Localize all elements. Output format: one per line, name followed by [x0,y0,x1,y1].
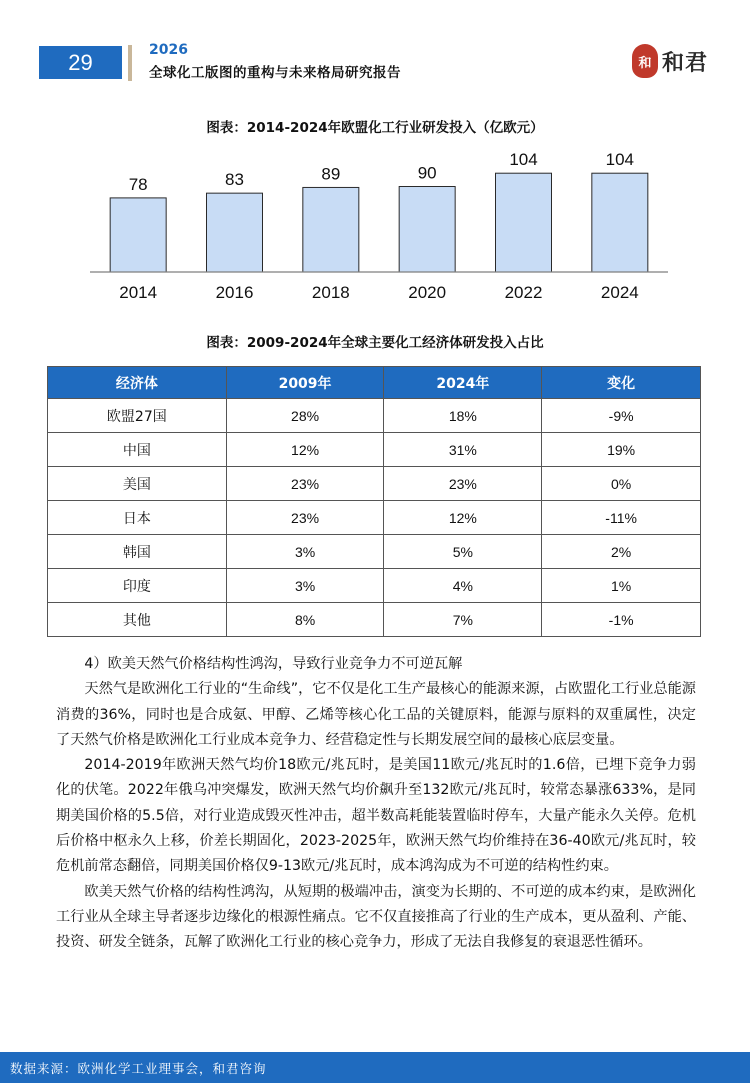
table-header-cell: 变化 [542,367,701,399]
logo-text: 和君 [662,49,709,76]
chart-data-label: 104 [605,150,635,170]
paragraph: 天然气是欧洲化工行业的“生命线”，它不仅是化工生产最核心的能源来源，占欧盟化工行业总能源消费的36%，同时也是合成氨、甲醇、乙烯等核心化工品的关键原料，能源与原料的双重属性，决定了天然气价格是欧洲化工行业成本竞争力、经营稳定性与长期发展空间的最核心底层变量。 [56,681,696,748]
body-text [56,652,696,956]
table-cell: 5% [384,535,542,569]
report-year: 2026 [149,42,188,58]
table-cell: 12% [226,433,384,467]
table-header-cell: 2024年 [384,367,542,399]
table-cell: 3% [226,569,384,603]
source-footer: 数据来源：欧洲化学工业理事会，和君咨询 [0,1052,750,1083]
table-cell: 12% [384,501,542,535]
chart-bar [592,173,648,272]
chart-data-label: 89 [321,164,341,184]
table-cell: 23% [226,501,384,535]
table-cell: 31% [384,433,542,467]
table-cell: -1% [542,603,701,637]
chart-data-label: 104 [509,150,538,170]
paragraph: 2014-2019年欧洲天然气均价18欧元/兆瓦时，是美国11欧元/兆瓦时的1.6倍，已埋下竞争力弱化的伏笔。2022年俄乌冲突爆发，欧洲天然气均价飙升至132欧元/兆瓦时，较常态暴涨633%，是同期美国价格的5.5倍，对行业造成毁灭性冲击，超半数高耗能装置临时停车，大量产能永久关停。危机后价格中枢永久上移，价差长期固化，2023-2025年，欧洲天然气均价维持在36-40欧元/兆瓦时，较危机前常态翻倍，同期美国价格仅9-13欧元/兆瓦时，成本鸿沟成为不可逆的结构性约束。 [56,757,696,875]
table-cell: 其他 [48,603,227,637]
table-title: 图表：2009-2024年全球主要化工经济体研发投入占比 [206,335,544,351]
table-cell: -11% [542,501,701,535]
chart-tick-label: 2020 [408,283,447,302]
rd-investment-bar-chart [90,140,680,310]
table-cell: 日本 [48,501,227,535]
chart-bar [399,187,455,273]
chart-tick-label: 2022 [504,283,543,302]
logo-seal-icon: 和 [632,44,658,78]
table-row [48,569,701,603]
table-cell: 18% [384,399,542,433]
brand-logo [632,44,708,78]
chart-bar [110,198,166,272]
table-row [48,603,701,637]
table-cell: 韩国 [48,535,227,569]
table-cell: 23% [226,467,384,501]
table-cell: 1% [542,569,701,603]
chart-tick-label: 2018 [311,283,350,302]
table-cell: 8% [226,603,384,637]
chart-data-label: 78 [128,174,148,194]
chart-tick-label: 2016 [215,283,254,302]
table-cell: 23% [384,467,542,501]
table-cell: 中国 [48,433,227,467]
chart-data-label: 90 [417,163,437,183]
page-number: 29 [39,46,122,79]
table-cell: 7% [384,603,542,637]
table-row [48,535,701,569]
table-row [48,467,701,501]
chart-bar [303,187,359,272]
rd-share-table [47,366,701,637]
table-cell: 美国 [48,467,227,501]
table-cell: -9% [542,399,701,433]
paragraph: 欧美天然气价格的结构性鸿沟，从短期的极端冲击，演变为长期的、不可逆的成本约束，是欧洲化工行业从全球主导者逐步边缘化的根源性痛点。它不仅直接推高了行业的生产成本，更从盈利、产能、投资、研发全链条，瓦解了欧洲化工行业的核心竞争力，形成了无法自我修复的衰退恶性循环。 [56,883,696,951]
chart-tick-label: 2024 [600,283,639,302]
table-cell: 3% [226,535,384,569]
chart-title: 图表：2014-2024年欧盟化工行业研发投入（亿欧元） [206,120,544,136]
report-title: 全球化工版图的重构与未来格局研究报告 [149,65,401,81]
section-heading: 4）欧美天然气价格结构性鸿沟，导致行业竞争力不可逆瓦解 [84,656,463,672]
table-cell: 0% [542,467,701,501]
chart-data-label: 83 [225,170,244,190]
chart-bar [496,173,552,272]
chart-bar [207,193,263,272]
table-cell: 欧盟27国 [48,399,227,433]
table-row [48,501,701,535]
table-header-cell: 经济体 [48,367,227,399]
header-divider [128,45,132,81]
table-cell: 19% [542,433,701,467]
chart-tick-label: 2014 [119,283,158,302]
table-cell: 4% [384,569,542,603]
table-header-cell: 2009年 [226,367,384,399]
table-cell: 印度 [48,569,227,603]
table-row [48,399,701,433]
table-cell: 2% [542,535,701,569]
table-header-row [48,367,701,399]
table-cell: 28% [226,399,384,433]
table-row [48,433,701,467]
